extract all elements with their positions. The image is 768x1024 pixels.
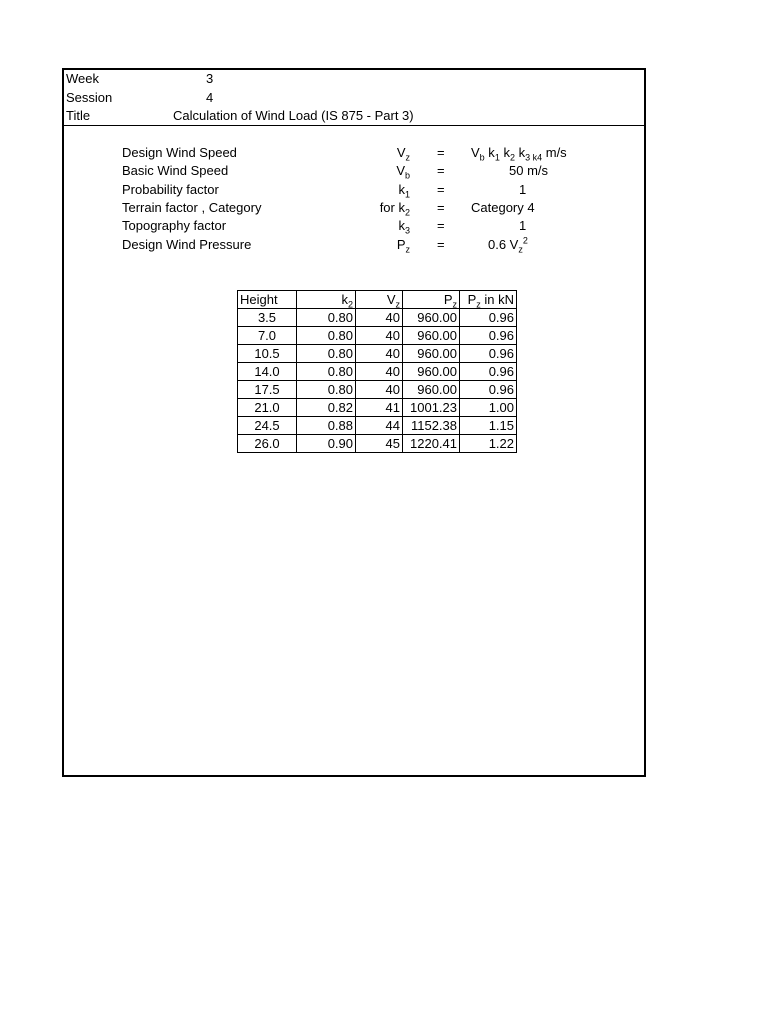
param-topography-factor [64, 217, 644, 235]
param-symbol: $P_z$ [396, 237, 410, 255]
table-row [238, 327, 517, 345]
cell-pz-kn: 1.15 [460, 417, 517, 435]
cell-pz: 1001.23 [403, 399, 460, 417]
cell-k2: 0.80 [297, 327, 356, 345]
cell-k2: 0.80 [297, 363, 356, 381]
cell-height: 21.0 [238, 399, 297, 417]
header-divider [64, 125, 644, 126]
cell-pz-kn: 0.96 [460, 381, 517, 399]
param-symbol: for $k_2$ [379, 200, 410, 218]
table-row [238, 309, 517, 327]
cell-height: 24.5 [238, 417, 297, 435]
cell-pz-kn: 1.22 [460, 435, 517, 453]
cell-k2: 0.80 [297, 381, 356, 399]
param-equals: = [437, 145, 445, 160]
table-row [238, 399, 517, 417]
cell-vz: 40 [356, 327, 403, 345]
param-label: Design Wind Pressure [122, 237, 252, 252]
param-probability-factor [64, 181, 644, 199]
col-header-height: Height [238, 291, 297, 309]
param-value: 50 m/s [509, 163, 549, 178]
param-value: 1 [519, 182, 527, 197]
week-value: 3 [206, 71, 214, 86]
param-label: Terrain factor , Category [122, 200, 262, 215]
table-row [238, 345, 517, 363]
cell-height: 14.0 [238, 363, 297, 381]
cell-pz-kn: 1.00 [460, 399, 517, 417]
col-header-pz-kn: $P_z$ in kN [460, 291, 517, 309]
cell-pz: 960.00 [403, 345, 460, 363]
cell-k2: 0.82 [297, 399, 356, 417]
cell-height: 10.5 [238, 345, 297, 363]
table-row [238, 417, 517, 435]
cell-vz: 40 [356, 381, 403, 399]
table-row [238, 435, 517, 453]
param-design-wind-speed [64, 144, 644, 162]
cell-pz-kn: 0.96 [460, 345, 517, 363]
cell-pz: 960.00 [403, 363, 460, 381]
table-header-row [238, 291, 517, 309]
table-row [238, 363, 517, 381]
param-label: Probability factor [122, 182, 219, 197]
param-equals: = [437, 200, 445, 215]
cell-vz: 40 [356, 363, 403, 381]
cell-vz: 41 [356, 399, 403, 417]
cell-pz: 960.00 [403, 381, 460, 399]
cell-pz-kn: 0.96 [460, 363, 517, 381]
cell-pz: 1220.41 [403, 435, 460, 453]
cell-height: 26.0 [238, 435, 297, 453]
col-header-pz: $P_z$ [403, 291, 460, 309]
cell-pz: 1152.38 [403, 417, 460, 435]
cell-k2: 0.80 [297, 309, 356, 327]
week-label: Week [66, 71, 99, 86]
col-header-vz: $V_z$ [356, 291, 403, 309]
cell-vz: 44 [356, 417, 403, 435]
param-basic-wind-speed [64, 162, 644, 180]
wind-load-table [237, 290, 517, 453]
param-value: $V_b$ $k_1$ $k_2$ $k_{3 k4}$ m/s [471, 145, 567, 163]
cell-pz: 960.00 [403, 309, 460, 327]
param-label: Basic Wind Speed [122, 163, 229, 178]
cell-pz-kn: 0.96 [460, 309, 517, 327]
param-value: 1 [519, 218, 527, 233]
param-label: Design Wind Speed [122, 145, 237, 160]
cell-k2: 0.80 [297, 345, 356, 363]
param-symbol: $V_z$ [396, 145, 410, 163]
param-equals: = [437, 237, 445, 252]
title-label: Title [66, 108, 91, 123]
param-label: Topography factor [122, 218, 227, 233]
param-symbol: $V_b$ [396, 163, 410, 181]
cell-vz: 45 [356, 435, 403, 453]
param-equals: = [437, 218, 445, 233]
param-terrain-factor [64, 199, 644, 217]
param-value: Category 4 [471, 200, 535, 215]
table-row [238, 381, 517, 399]
cell-k2: 0.90 [297, 435, 356, 453]
param-symbol: $k_1$ [398, 182, 410, 200]
param-symbol: $k_3$ [398, 218, 410, 236]
session-label: Session [66, 90, 113, 105]
param-equals: = [437, 163, 445, 178]
cell-vz: 40 [356, 309, 403, 327]
param-design-wind-pressure [64, 236, 644, 254]
col-header-k2: $k_2$ [297, 291, 356, 309]
cell-pz: 960.00 [403, 327, 460, 345]
session-value: 4 [206, 90, 214, 105]
cell-height: 3.5 [238, 309, 297, 327]
worksheet-frame [62, 68, 646, 777]
title-value: Calculation of Wind Load (IS 875 - Part 3) [173, 108, 414, 123]
param-value: 0.6 $V_z^2$ [488, 235, 528, 255]
cell-height: 7.0 [238, 327, 297, 345]
cell-vz: 40 [356, 345, 403, 363]
param-equals: = [437, 182, 445, 197]
cell-pz-kn: 0.96 [460, 327, 517, 345]
cell-k2: 0.88 [297, 417, 356, 435]
cell-height: 17.5 [238, 381, 297, 399]
